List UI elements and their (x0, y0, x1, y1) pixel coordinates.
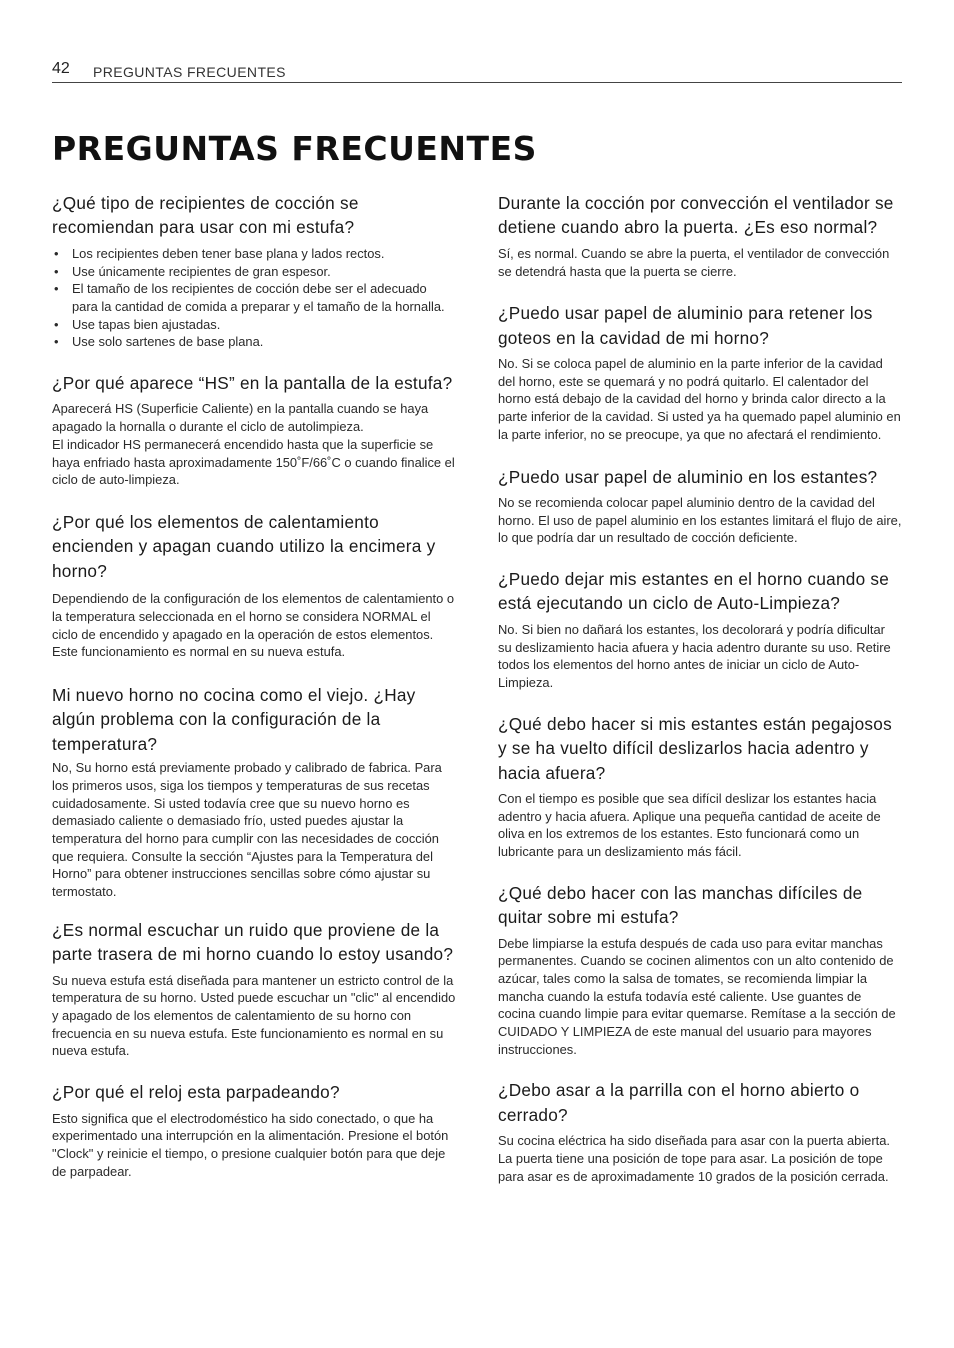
faq-question: ¿Puedo dejar mis estantes en el horno cuando se está ejecutando un ciclo de Auto-Limpieza? (498, 569, 890, 614)
left-column (52, 191, 456, 1180)
page-number: 42 (52, 60, 70, 77)
faq-question: ¿Por qué el reloj esta parpadeando? (52, 1082, 340, 1103)
faq-bullet: • El tamaño de los recipientes de cocción debe ser el adecuado para la cantidad de comida a preparar y el tamaño de la hornalla. (52, 280, 456, 315)
faq-answer: No. Si se coloca papel de aluminio en la parte inferior de la cavidad del horno, este se quemará y no podrá quitarlo. El calentador del horno está debajo de la cavidad del horno y brinda calor directo a la parte inferior de la cavidad. Si usted ya ha quemado papel aluminio en la parte inferior, no se preocupe, ya que no afectará el rendimiento. (498, 356, 901, 442)
faq-answer: Dependiendo de la configuración de los elementos de calentamiento o la temperatura seleccionada en el horno se considera NORMAL el ciclo de encendido y apagado en la operación de estos elementos. Este funcionamiento es normal en su nueva estufa. (52, 591, 455, 660)
faq-item (498, 301, 902, 443)
faq-bullet: • Use solo sartenes de base plana. (52, 333, 456, 351)
faq-item (498, 191, 902, 280)
faq-question: Durante la cocción por convección el ventilador se detiene cuando abro la puerta. ¿Es eso normal? (498, 193, 894, 238)
faq-answer: Sí, es normal. Cuando se abre la puerta, el ventilador de convección se detendrá hasta que la puerta se cierre. (498, 245, 890, 279)
faq-answer: Aparecerá HS (Superficie Caliente) en la pantalla cuando se haya apagado la hornalla o durante el ciclo de autolimpieza. El indicador HS permanecerá encendido hasta que la superficie se haya enfriado hasta aproximadamente 150˚F/66˚C o cuando finalice el ciclo de auto-limpieza. (52, 401, 455, 488)
faq-item (52, 510, 456, 661)
faq-question: ¿Debo asar a la parrilla con el horno abierto o cerrado? (498, 1080, 860, 1125)
faq-answer: Con el tiempo es posible que sea difícil deslizar los estantes hacia adentro y hacia afuera. Aplique una pequeña cantidad de aceite de oliva en los extremos de los estantes. Esto funcionará como un lubricante para un deslizamiento más fácil. (498, 790, 881, 860)
faq-question: ¿Por qué aparece “HS” en la pantalla de la estufa? (52, 373, 453, 394)
faq-question: ¿Por qué los elementos de calentamiento encienden y apagan cuando utilizo la encimera y horno? (52, 511, 436, 581)
faq-answer: No se recomienda colocar papel aluminio dentro de la cavidad del horno. El uso de papel aluminio en los estantes limitará el flujo de aire, lo que podría dar un resultado de cocción deficiente. (498, 494, 902, 546)
faq-answer: Su cocina eléctrica ha sido diseñada para asar con la puerta abierta. La puerta tiene una posición de tope para asar. La posición de tope para asar es de aproximadamente 10 grados de la posición cerrada. (498, 1133, 890, 1184)
faq-question: Mi nuevo horno no cocina como el viejo. ¿Hay algún problema con la configuración de la temperatura? (52, 684, 416, 754)
faq-question: ¿Qué debo hacer si mis estantes están pegajosos y se ha vuelto difícil deslizarlos hacia adentro y hacia afuera? (498, 713, 892, 783)
faq-item (498, 712, 902, 861)
faq-question: ¿Puedo usar papel de aluminio en los estantes? (498, 466, 878, 487)
faq-question: ¿Es normal escuchar un ruido que proviene de la parte trasera de mi horno cuando lo estoy usando? (52, 919, 454, 965)
faq-item (52, 1080, 456, 1180)
faq-item (498, 881, 902, 1059)
faq-answer: Su nueva estufa está diseñada para mantener un estricto control de la temperatura de su horno. Usted puede escuchar un "clic" al encendido y apagado de los elementos de calentamiento de su horno con frecuencia en su nueva estufa. Este funcionamiento es normal en su nueva estufa. (52, 972, 456, 1059)
faq-answer: No. Si bien no dañará los estantes, los decolorará y podría dificultar su deslizamiento hacia afuera y hacia adentro durante su uso. Retire todos los elementos del horno antes de iniciar un ciclo de Auto-Limpieza. (498, 621, 891, 690)
faq-answer: Esto significa que el electrodoméstico ha sido conectado, o que ha experimentado una interrupción en la alimentación. Presione el botón "Clock" y reinicie el tiempo, o presione cualquier botón para que deje de parpadear. (52, 1110, 449, 1179)
faq-item (498, 567, 902, 692)
faq-item (498, 1078, 902, 1185)
faq-answer: Debe limpiarse la estufa después de cada uso para evitar manchas permanentes. Cuando se cocinen alimentos con un alto contenido de azúcar, tales como la salsa de tomates, se recomienda limpiar la mancha cuando la estufa todavía esté caliente. Use guantes de cocina cuando limpie para evitar quemarse. Remítase a la sección de CUIDADO Y LIMPIEZA de este manual del usuario para mayores instrucciones. (498, 935, 896, 1057)
faq-item (52, 371, 456, 489)
faq-bullet: • Use únicamente recipientes de gran espesor. (52, 263, 456, 281)
faq-item (52, 918, 456, 1060)
faq-item (498, 465, 902, 548)
faq-answer: No, Su horno está previamente probado y calibrado de fabrica. Para los primeros usos, siga los tiempos y temperaturas de sus recetas cuidadosamente. Si usted todavía cree que su nuevo horno es demasiado caliente o demasiado frío, usted puedes ajustar la temperatura del horno para cumplir con las necesidades de cocción que requiera. Consulte la sección “Ajustes para la Temperatura del Horno” para obtener instrucciones sencillas sobre cómo ajustar su termostato. (52, 760, 442, 900)
right-column (498, 191, 902, 1185)
faq-bullet: • Los recipientes deben tener base plana y lados rectos. (52, 245, 456, 263)
faq-item (52, 191, 456, 351)
faq-question: ¿Qué debo hacer con las manchas difíciles de quitar sobre mi estufa? (498, 882, 863, 928)
faq-question: ¿Qué tipo de recipientes de cocción se recomiendan para usar con mi estufa? (52, 193, 359, 238)
page-title: PREGUNTAS FRECUENTES (52, 129, 537, 168)
faq-item (52, 683, 456, 901)
header-section-title: PREGUNTAS FRECUENTES (93, 64, 286, 80)
faq-bullet: • Use tapas bien ajustadas. (52, 316, 456, 334)
faq-bullet-list (52, 245, 456, 351)
faq-question: ¿Puedo usar papel de aluminio para retener los goteos en la cavidad de mi horno? (498, 303, 873, 348)
page-header (52, 58, 902, 83)
